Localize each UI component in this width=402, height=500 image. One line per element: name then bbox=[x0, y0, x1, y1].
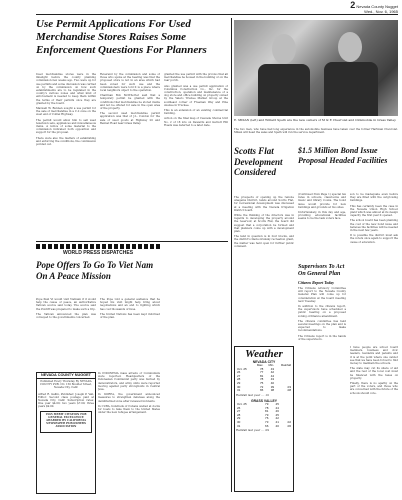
weather-cell: 78 bbox=[260, 377, 264, 382]
running-head bbox=[278, 0, 398, 14]
weather-cell: 81 bbox=[260, 373, 264, 378]
scotts-article bbox=[234, 196, 294, 344]
article-body: Maxwell W. Bunnen sought a use permit for the sale of merchandise in a C-2 zone on the west end of Colfax Highway. bbox=[36, 107, 96, 117]
article-body: Unfortunately, in this day and age, providing educational facilities seems to be the task voters face. bbox=[298, 211, 346, 221]
article-body: The second used merchandise permit application was that of J.L. Condon for the sale of used goods at Highway 20 and Bennet Road near Grass Valley. bbox=[100, 112, 160, 125]
weather-cell: 28 bbox=[237, 412, 241, 417]
weather-col-header: Min. bbox=[268, 363, 275, 367]
person-left-face bbox=[272, 34, 296, 64]
weather-cell: 81 bbox=[265, 409, 269, 414]
masthead-title: NEVADA COUNTY NUGGET bbox=[37, 373, 95, 379]
pope-article-1 bbox=[36, 298, 96, 368]
article-body: It is possible the district must ask the voters once again to support the cause of education. bbox=[350, 234, 398, 244]
dispatch-banner-title: WORLD PRESS DISPATCHES bbox=[62, 250, 134, 256]
weather-cell: 65 bbox=[260, 388, 264, 393]
weather-cell: 45 bbox=[275, 401, 279, 406]
article-body: The citizens committee has held several meetings on the plan and is expected to make recommendations. bbox=[298, 319, 346, 333]
weather-cell: 76 bbox=[265, 416, 269, 421]
weather-cell: Oct. 25 bbox=[237, 401, 247, 406]
masthead-staff: Alfred R. Gallin, Publisher; Joseph P. Vail, Editor. Second class postage paid at Nevada City, Calif. Subscription rates: One year $4.00; two years $7.00; three years $9.00. bbox=[38, 392, 94, 409]
running-head-date: Wed., Nov. 6, 1965 bbox=[364, 9, 398, 14]
weather-cell: 44 bbox=[270, 373, 275, 378]
weather-cell: 73 bbox=[265, 419, 269, 424]
bond-headline: $1.5 Million Bond Issue Proposal Headed Facilities bbox=[298, 146, 388, 165]
article-body: (Continued from Page 1) special tax rates in schools, classrooms and music and library rooms. The bond issue would provide for new buildings and grounds at two sites. bbox=[298, 193, 346, 209]
bond-article-1 bbox=[298, 193, 346, 261]
weather-cell: 29 bbox=[237, 380, 241, 385]
weather-cell: Oct. 25 bbox=[237, 366, 247, 371]
weather-body-2 bbox=[236, 403, 292, 428]
article-body: This is an extension of an existing commercial building. bbox=[164, 109, 228, 116]
weather-cell: .03 bbox=[286, 384, 291, 389]
citizens-subhead: Citizens Report Today bbox=[298, 280, 335, 285]
weather-body-1 bbox=[236, 368, 292, 393]
article-body: The United Nations has been kept informed of the plan. bbox=[100, 312, 160, 320]
weather-cell: 44 bbox=[275, 405, 279, 410]
weather-cell: .02 bbox=[286, 419, 291, 424]
weather-cell: 30 bbox=[237, 419, 241, 424]
weather-table-2 bbox=[236, 403, 292, 428]
caption-body: The two men, who have had long experience in the automobile business have taken over the former Hartman Chevrolet. Mikan will head the sales and Speth will run the service department. bbox=[234, 128, 398, 135]
weather-cell: 79 bbox=[265, 401, 269, 406]
weather-cell: 45 bbox=[275, 412, 279, 417]
award-text: 1965 MERIT CITATION FOR GENERAL EXCELLENCE AWARDED BY CALIFORNIA NEWSPAPER PUBLISHERS ASSOCIATION bbox=[45, 412, 87, 429]
weather-station-2: GRASS VALLEY bbox=[250, 398, 278, 403]
article-body: Pope Paul VI would visit Vietnam if it would help the cause of peace, an authoritative Vatican source said today. The source said the Pontiff was prepared to make such a trip. bbox=[36, 298, 96, 311]
weather-rainfall-2: Rainfall last year ... .09 bbox=[236, 428, 270, 433]
article-body: There were also the matters of establishing and enforcing the conditions, the commission pointed out. bbox=[36, 136, 96, 147]
running-head-paper: Nevada County Nugget bbox=[356, 4, 398, 9]
person-right-face bbox=[338, 32, 362, 62]
bond-article-2 bbox=[350, 193, 398, 343]
weather-box bbox=[234, 346, 294, 492]
weather-cell: 41 bbox=[275, 419, 279, 424]
weather-cell: 27 bbox=[237, 409, 241, 414]
article-body: The Citizens report is in the hands of the supervisors. bbox=[298, 334, 346, 341]
article-body: In INDONESIA mass arrests of Communists were reported. Headquarters of the Indonesian Communist party was burned by demonstrators, and army units were reported moving against party strongholds in Central Java. bbox=[98, 372, 160, 392]
weather-title: Weather bbox=[245, 348, 283, 360]
person-left-body bbox=[258, 64, 310, 116]
weather-cell: 66 bbox=[265, 423, 269, 428]
bond-article-3 bbox=[350, 346, 398, 492]
article-body: Reverend by the commission and some of those who spoke at the hearing was that the proposed store is not in an area which had been zoned for such use and the commissioners were told it is a place where local neighbors object to the operation. bbox=[100, 73, 160, 93]
dispatch-banner-pattern bbox=[36, 244, 160, 249]
supervisors-article bbox=[298, 280, 346, 492]
article-body: Used merchandise stores were in the limelight before the county planning commission few weeks ago. Two were up for use permits and some discussion was carried on by the commission on how such establishments are to be regulated in the county's various zones and what kind of enforcement is needed to keep them within the terms of their permits once they are granted by the board. bbox=[36, 73, 96, 105]
weather-cell: .06 bbox=[286, 423, 291, 428]
article-body: The Citizens Advisory Committee will report to the Nevada County General Plan will come up for consideration at the board meeting next Tuesday. bbox=[298, 287, 346, 303]
weather-cell: 43 bbox=[270, 377, 275, 382]
scotts-headline: Scotts Flat Development Considered bbox=[234, 146, 283, 177]
weather-cell: 39 bbox=[270, 384, 275, 389]
article-body: son to be inadequate even before they are filled with the outgrowing buildings. bbox=[350, 193, 398, 203]
weather-cell: 40 bbox=[275, 423, 279, 428]
masthead-box bbox=[36, 372, 96, 494]
weather-cell: 42 bbox=[275, 416, 279, 421]
pope-article-2 bbox=[100, 298, 160, 368]
weather-cell: 43 bbox=[270, 366, 275, 371]
article-column-3 bbox=[164, 73, 228, 238]
article-body: In KOREA, the government announced measures to strengthen defenses along the demilitarized zone after renewed incidents. bbox=[98, 393, 160, 403]
weather-cell: 31 bbox=[237, 423, 241, 428]
caption-cont bbox=[234, 128, 398, 142]
article-body: The land in question is in four blocks, and the district's Davis-Grunsky recreation grant, the matter was held open for further public comment. bbox=[234, 235, 294, 248]
person-right-body bbox=[324, 62, 378, 116]
weather-cell: 29 bbox=[237, 416, 241, 421]
weather-cell: 26 bbox=[237, 405, 241, 410]
weather-cell: 77 bbox=[260, 370, 264, 375]
article-body: Chairman Bob McWhorter said that a temporary permit be granted with the conditions that merchandise be stored inside and not be offered for sale in the open area of the property. bbox=[100, 94, 160, 111]
weather-cell: 78 bbox=[260, 366, 264, 371]
award-box bbox=[40, 411, 92, 433]
article-body: I have people are school board members, business and civic leaders, residents and parents and it is at the point where one cannot see that we have been forced to find money to maintain the schools. bbox=[350, 346, 398, 366]
weather-cell: 46 bbox=[275, 409, 279, 414]
article-body: The permit would allow him to sell used television sets, appliances and miscellaneous items. A notice of some material to the commission indicated both opposition and support for the proposal. bbox=[36, 118, 96, 135]
weather-cell: 26 bbox=[237, 370, 241, 375]
weather-cell: 27 bbox=[237, 373, 241, 378]
weather-cell: 42 bbox=[270, 370, 275, 375]
article-body: The school board has been planning the cost of the new bond issue and believes the facilities will be needed in the next few years. bbox=[350, 219, 398, 233]
weather-cell: 72 bbox=[260, 384, 264, 389]
section-rule bbox=[36, 241, 228, 242]
page-number: 2 bbox=[350, 0, 356, 10]
weather-cell: 28 bbox=[237, 377, 241, 382]
dispatch-article bbox=[98, 372, 160, 492]
article-body: The Vatican announced the plan was conveyed to the governments concerned. bbox=[36, 312, 96, 320]
pope-headline: Pope Offers To Go To Viet Nam On A Peace Mission bbox=[36, 260, 154, 281]
article-body: In CUBA, hundreds of Cubans waited at docks for boats to take them to the United States under the new refugee arrangement. bbox=[98, 404, 160, 415]
article-body: This has certainly been the case in the Nevada Union High School plant which was almost at its design capacity the first year it opened. bbox=[350, 204, 398, 218]
article-body: Also granted was a use permit application of Columbus Construction Co., Inc. for the construction, operation and maintenance of a dog store and office building on property owned by the Valero Trustee Market Group at the southeast corner of Freeman Way and Pine Avenue in Truckee. bbox=[164, 84, 228, 107]
weather-cell: 38 bbox=[270, 388, 275, 393]
weather-cell: 31 bbox=[237, 388, 241, 393]
weather-table-1 bbox=[236, 364, 292, 393]
article-column-1 bbox=[36, 73, 96, 238]
weather-cell: 75 bbox=[260, 380, 264, 385]
article-column-2 bbox=[100, 73, 160, 238]
article-body: The Pope told a general audience that he hoped his visit might help bring about negotiations and an end to fighting which has cost thousands of lives. bbox=[100, 298, 160, 311]
article-body: While the thinking of the directors was in regards to developing the property around the reservoir, at Scotts Flat, the board did suggest that a corporation be formed and that planners come up with a development plan. bbox=[234, 214, 294, 234]
weather-col-header: Max. bbox=[256, 363, 264, 367]
main-headline: Use Permit Applications For Used Merchandise Stores Raises Some Enforcement Questions For Planners bbox=[36, 18, 207, 56]
photo-caption: E. MIKAN (left) and Willard Speth are the new owners of M & E Chevrolet and Oldsmobile in Grass Valley. bbox=[234, 118, 397, 122]
weather-station-1: NEVADA CITY bbox=[252, 360, 276, 364]
article-body: In addition to the citizens report, the supervisors have scheduled a public hearing on a proposed zoning ordinance amendment. bbox=[298, 305, 346, 318]
owners-photo bbox=[234, 20, 398, 116]
top-rule bbox=[36, 14, 398, 15]
column-rule bbox=[231, 18, 232, 492]
weather-col-header: Rainfall bbox=[280, 363, 291, 367]
weather-cell: 79 bbox=[265, 412, 269, 417]
article-body: The prospects of opening up the remote Anagems District, lands around Scotts Flat, for recreational development was discussed at a meeting with the Nevada Irrigation District board. bbox=[234, 196, 294, 212]
article-body: The state may cut its share of aid and the rest of the local cost must be financed with the taxes on property. bbox=[350, 367, 398, 380]
article-body: Action on the final map of Cascade Shores Unit No. 2 of 18 lots on Dewards and Garrett Hill Roads was deferred to a later date. bbox=[164, 117, 228, 127]
weather-cell: 30 bbox=[237, 384, 241, 389]
weather-rainfall-1: Rainfall last year ... .10 bbox=[236, 392, 270, 397]
supervisors-headline: Supervisors To Act On General Plan bbox=[298, 264, 345, 277]
weather-cell: 78 bbox=[265, 405, 269, 410]
weather-cell: .08 bbox=[286, 388, 291, 393]
masthead-body: Published Every Thursday By NEVADA COUNTY PUB. CO. 150 Boulder Street, Nevada City, Calif. bbox=[40, 380, 92, 390]
article-body: granted the use permit with the proviso that all merchandise be housed in the building or on the rear porch. bbox=[164, 73, 228, 83]
article-body: Finally, there is no apathy on the part of the voters, and those who are concerned with the future of the schools should vote. bbox=[350, 382, 398, 395]
weather-cell: 40 bbox=[270, 380, 275, 385]
